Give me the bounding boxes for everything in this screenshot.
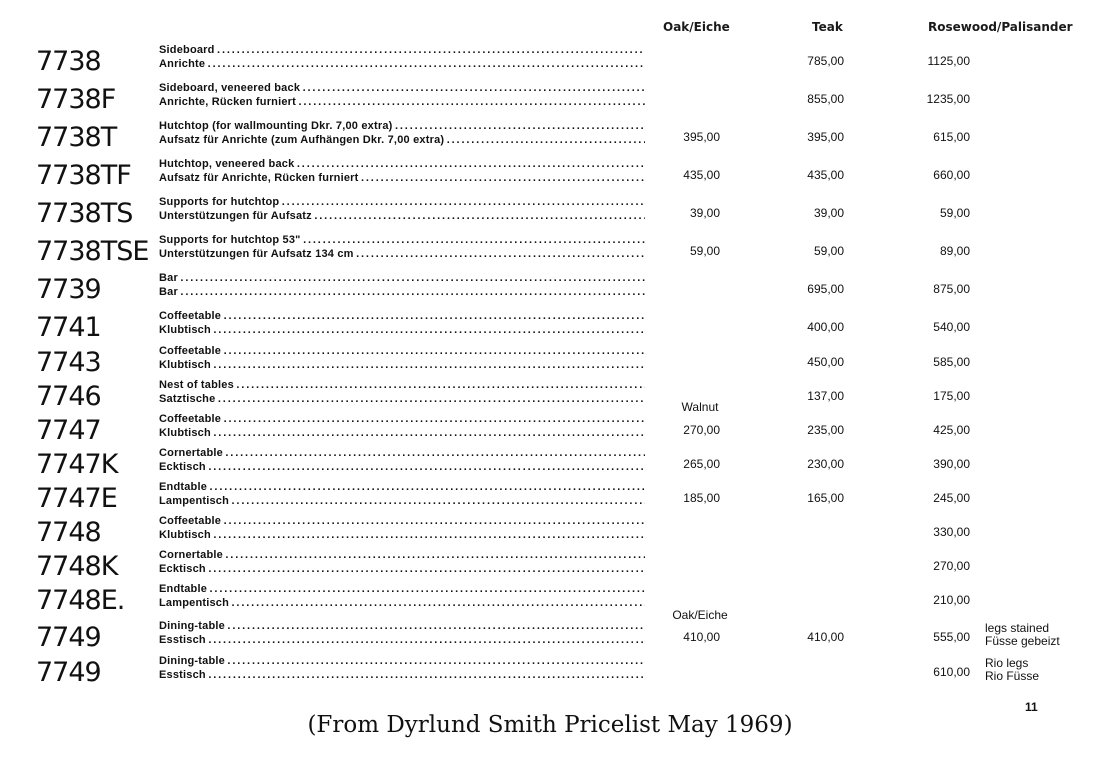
item-description bbox=[159, 655, 645, 683]
item-code: 7748E. bbox=[36, 585, 125, 616]
price-rosewood: 615,00 bbox=[933, 130, 970, 144]
price-teak: 59,00 bbox=[813, 244, 844, 258]
header-oak: Oak/Eiche bbox=[663, 20, 730, 34]
item-code: 7747K bbox=[36, 449, 118, 480]
description-german: Esstisch . . . bbox=[159, 669, 645, 683]
price-teak: 435,00 bbox=[807, 168, 844, 182]
item-description bbox=[159, 481, 645, 509]
item-code: 7738TF bbox=[36, 160, 131, 191]
price-rosewood: 540,00 bbox=[933, 320, 970, 334]
description-english: Nest of tables . . . bbox=[159, 379, 645, 393]
table-row bbox=[0, 413, 1100, 449]
description-english: Coffeetable . . . bbox=[159, 345, 645, 359]
price-rosewood: 660,00 bbox=[933, 168, 970, 182]
table-row bbox=[0, 447, 1100, 483]
price-oak: 270,00 bbox=[683, 423, 720, 437]
price-oak: 185,00 bbox=[683, 491, 720, 505]
table-row bbox=[0, 345, 1100, 381]
subheader-walnut: Walnut bbox=[681, 400, 719, 414]
table-row bbox=[0, 379, 1100, 415]
price-teak: 695,00 bbox=[807, 282, 844, 296]
item-code: 7743 bbox=[36, 347, 101, 378]
price-teak: 39,00 bbox=[813, 206, 844, 220]
item-description bbox=[159, 413, 645, 441]
description-german: Bar . . . bbox=[159, 286, 645, 300]
table-row bbox=[0, 310, 1100, 346]
description-english: Cornertable . . . bbox=[159, 549, 645, 563]
price-rosewood: 875,00 bbox=[933, 282, 970, 296]
description-english: Coffeetable . . . bbox=[159, 310, 645, 324]
table-row bbox=[0, 481, 1100, 517]
description-english: Supports for hutchtop . . . bbox=[159, 196, 645, 210]
description-german: Unterstützungen für Aufsatz . . . bbox=[159, 210, 645, 224]
item-code: 7741 bbox=[36, 312, 101, 343]
item-code: 7746 bbox=[36, 381, 101, 412]
description-english: Hutchtop, veneered back . . . bbox=[159, 158, 645, 172]
item-code: 7738TSE bbox=[36, 236, 149, 267]
description-german: Klubtisch . . . bbox=[159, 427, 645, 441]
table-row bbox=[0, 620, 1100, 656]
price-rosewood: 270,00 bbox=[933, 559, 970, 573]
price-rosewood: 585,00 bbox=[933, 355, 970, 369]
description-english: Dining-table . . . bbox=[159, 655, 645, 669]
item-code: 7738 bbox=[36, 46, 101, 77]
description-english: Supports for hutchtop 53" . . . bbox=[159, 234, 645, 248]
description-english: Cornertable . . . bbox=[159, 447, 645, 461]
item-note bbox=[985, 622, 1060, 648]
table-row bbox=[0, 549, 1100, 585]
page-number: 11 bbox=[1025, 700, 1038, 714]
table-row bbox=[0, 44, 1100, 80]
price-teak: 230,00 bbox=[807, 457, 844, 471]
price-teak: 165,00 bbox=[807, 491, 844, 505]
item-description bbox=[159, 345, 645, 373]
price-oak: 410,00 bbox=[683, 630, 720, 644]
table-row bbox=[0, 196, 1100, 232]
item-code: 7738F bbox=[36, 84, 116, 115]
header-rosewood: Rosewood/Palisander bbox=[928, 20, 1073, 34]
table-row bbox=[0, 158, 1100, 194]
description-english: Sideboard . . . bbox=[159, 44, 645, 58]
price-rosewood: 89,00 bbox=[939, 244, 970, 258]
item-description bbox=[159, 583, 645, 611]
item-code: 7749 bbox=[36, 657, 101, 688]
price-rosewood: 245,00 bbox=[933, 491, 970, 505]
description-german: Unterstützungen für Aufsatz 134 cm . . . bbox=[159, 248, 645, 262]
item-note bbox=[985, 657, 1039, 683]
item-description bbox=[159, 379, 645, 407]
price-rosewood: 555,00 bbox=[933, 630, 970, 644]
description-english: Dining-table . . . bbox=[159, 620, 645, 634]
item-description bbox=[159, 82, 645, 110]
item-code: 7748 bbox=[36, 517, 101, 548]
item-code: 7748K bbox=[36, 551, 118, 582]
note-german: Rio Füsse bbox=[985, 669, 1040, 683]
price-oak: 265,00 bbox=[683, 457, 720, 471]
price-oak: 435,00 bbox=[683, 168, 720, 182]
subheader-oak: Oak/Eiche bbox=[672, 608, 728, 622]
item-description bbox=[159, 310, 645, 338]
description-german: Klubtisch . . . bbox=[159, 359, 645, 373]
description-german: Lampentisch . . . bbox=[159, 597, 645, 611]
header-teak: Teak bbox=[812, 20, 843, 34]
item-code: 7739 bbox=[36, 274, 101, 305]
description-english: Bar . . . bbox=[159, 272, 645, 286]
price-oak: 59,00 bbox=[689, 244, 720, 258]
description-german: Satztische . . . bbox=[159, 393, 645, 407]
price-rosewood: 425,00 bbox=[933, 423, 970, 437]
item-description bbox=[159, 158, 645, 186]
table-row bbox=[0, 272, 1100, 308]
description-german: Esstisch . . . bbox=[159, 634, 645, 648]
description-english: Hutchtop (for wallmounting Dkr. 7,00 extra) . . . bbox=[159, 120, 645, 134]
price-teak: 395,00 bbox=[807, 130, 844, 144]
description-english: Endtable . . . bbox=[159, 583, 645, 597]
item-code: 7747E bbox=[36, 483, 117, 514]
price-rosewood: 175,00 bbox=[933, 389, 970, 403]
note-english: legs stained bbox=[985, 621, 1050, 635]
item-description bbox=[159, 620, 645, 648]
table-row bbox=[0, 82, 1100, 118]
item-description bbox=[159, 196, 645, 224]
price-rosewood: 210,00 bbox=[933, 593, 970, 607]
item-description bbox=[159, 447, 645, 475]
price-teak: 235,00 bbox=[807, 423, 844, 437]
description-german: Anrichte . . . bbox=[159, 58, 645, 72]
table-row bbox=[0, 234, 1100, 270]
description-german: Aufsatz für Anrichte (zum Aufhängen Dkr. 7,00 extra) . . . bbox=[159, 134, 645, 148]
price-oak: 39,00 bbox=[689, 206, 720, 220]
description-english: Coffeetable . . . bbox=[159, 515, 645, 529]
price-rosewood: 1125,00 bbox=[927, 54, 970, 68]
price-teak: 137,00 bbox=[807, 389, 844, 403]
price-teak: 450,00 bbox=[807, 355, 844, 369]
caption: (From Dyrlund Smith Pricelist May 1969) bbox=[307, 712, 793, 738]
price-teak: 855,00 bbox=[807, 92, 844, 106]
item-description bbox=[159, 120, 645, 148]
price-rosewood: 610,00 bbox=[933, 665, 970, 679]
price-teak: 400,00 bbox=[807, 320, 844, 334]
price-rosewood: 330,00 bbox=[933, 525, 970, 539]
table-row bbox=[0, 583, 1100, 619]
price-oak: 395,00 bbox=[683, 130, 720, 144]
note-english: Rio legs bbox=[985, 656, 1029, 670]
description-german: Lampentisch . . . bbox=[159, 495, 645, 509]
price-rosewood: 1235,00 bbox=[926, 92, 970, 106]
item-description bbox=[159, 515, 645, 543]
price-teak: 785,00 bbox=[807, 54, 844, 68]
item-description bbox=[159, 549, 645, 577]
item-code: 7749 bbox=[36, 622, 101, 653]
item-description bbox=[159, 234, 645, 262]
description-german: Ecktisch . . . bbox=[159, 563, 645, 577]
note-german: Füsse gebeizt bbox=[985, 634, 1060, 648]
item-code: 7738T bbox=[36, 122, 117, 153]
description-english: Coffeetable . . . bbox=[159, 413, 645, 427]
description-german: Ecktisch . . . bbox=[159, 461, 645, 475]
table-row bbox=[0, 655, 1100, 691]
description-english: Endtable . . . bbox=[159, 481, 645, 495]
price-rosewood: 390,00 bbox=[933, 457, 970, 471]
description-english: Sideboard, veneered back . . . bbox=[159, 82, 645, 96]
item-description bbox=[159, 44, 645, 72]
description-german: Klubtisch . . . bbox=[159, 529, 645, 543]
item-code: 7738TS bbox=[36, 198, 133, 229]
item-description bbox=[159, 272, 645, 300]
table-row bbox=[0, 515, 1100, 551]
description-german: Aufsatz für Anrichte, Rücken furniert . . . bbox=[159, 172, 645, 186]
item-code: 7747 bbox=[36, 415, 101, 446]
price-teak: 410,00 bbox=[807, 630, 844, 644]
table-row bbox=[0, 120, 1100, 156]
description-german: Anrichte, Rücken furniert . . . bbox=[159, 96, 645, 110]
description-german: Klubtisch . . . bbox=[159, 324, 645, 338]
price-rosewood: 59,00 bbox=[939, 206, 970, 220]
